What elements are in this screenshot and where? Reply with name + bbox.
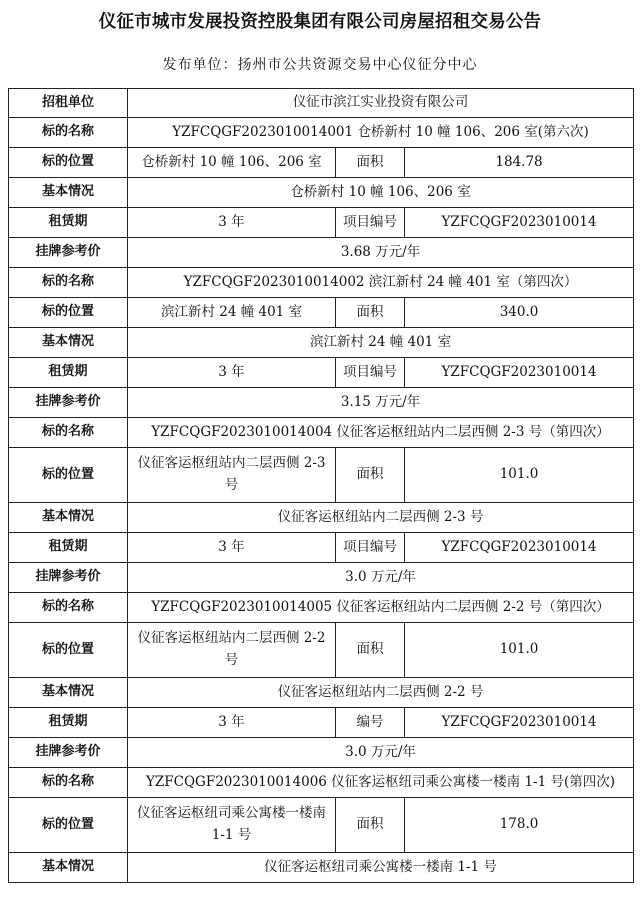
- term-label: 租赁期: [9, 533, 128, 563]
- item-location: 滨江新村 24 幢 401 室: [128, 298, 336, 328]
- item-project-no: YZFCQGF2023010014: [405, 708, 634, 738]
- item-name: YZFCQGF2023010014005 仪征客运枢纽站内二层西侧 2-2 号（第四次）: [128, 593, 634, 623]
- lessor-label: 招租单位: [9, 89, 128, 118]
- area-label: 面积: [336, 298, 405, 328]
- table-row: [9, 268, 634, 298]
- price-label: 挂牌参考价: [9, 563, 128, 593]
- table-row: [9, 328, 634, 358]
- table-row: [9, 503, 634, 533]
- item-project-no: YZFCQGF2023010014: [405, 208, 634, 238]
- table-row: [9, 148, 634, 178]
- item-area: 178.0: [405, 798, 634, 853]
- lessor-value: 仪征市滨江实业投资有限公司: [128, 89, 634, 118]
- location-label: 标的位置: [9, 148, 128, 178]
- item-project-no: YZFCQGF2023010014: [405, 358, 634, 388]
- publisher: 发布单位：扬州市公共资源交易中心仪征分中心: [162, 57, 478, 73]
- item-name: YZFCQGF2023010014006 仪征客运枢纽司乘公寓楼一楼南 1-1 号(第四次): [128, 768, 634, 798]
- item-location: 仓桥新村 10 幢 106、206 室: [128, 148, 336, 178]
- item-name: YZFCQGF2023010014002 滨江新村 24 幢 401 室（第四次）: [128, 268, 634, 298]
- name-label: 标的名称: [9, 418, 128, 448]
- table-row: [9, 768, 634, 798]
- item-basic: 仪征客运枢纽站内二层西侧 2-2 号: [128, 678, 634, 708]
- item-area: 184.78: [405, 148, 634, 178]
- item-location: 仪征客运枢纽站内二层西侧 2-3 号: [128, 448, 336, 503]
- project-no-label: 项目编号: [336, 533, 405, 563]
- item-price: 3.68 万元/年: [128, 238, 634, 268]
- basic-label: 基本情况: [9, 328, 128, 358]
- price-label: 挂牌参考价: [9, 238, 128, 268]
- project-no-label: 项目编号: [336, 208, 405, 238]
- term-label: 租赁期: [9, 358, 128, 388]
- table-row: [9, 533, 634, 563]
- lessor-row: [9, 89, 634, 118]
- item-price: 3.0 万元/年: [128, 738, 634, 768]
- name-label: 标的名称: [9, 118, 128, 148]
- area-label: 面积: [336, 798, 405, 853]
- location-label: 标的位置: [9, 448, 128, 503]
- item-location: 仪征客运枢纽站内二层西侧 2-2 号: [128, 623, 336, 678]
- table-row: [9, 678, 634, 708]
- location-label: 标的位置: [9, 798, 128, 853]
- table-row: [9, 388, 634, 418]
- basic-label: 基本情况: [9, 503, 128, 533]
- table-row: [9, 178, 634, 208]
- table-row: [9, 623, 634, 678]
- name-label: 标的名称: [9, 268, 128, 298]
- table-row: [9, 358, 634, 388]
- area-label: 面积: [336, 448, 405, 503]
- item-price: 3.15 万元/年: [128, 388, 634, 418]
- item-name: YZFCQGF2023010014004 仪征客运枢纽站内二层西侧 2-3 号（第四次）: [128, 418, 634, 448]
- term-label: 租赁期: [9, 708, 128, 738]
- item-area: 101.0: [405, 623, 634, 678]
- basic-label: 基本情况: [9, 853, 128, 883]
- area-label: 面积: [336, 623, 405, 678]
- table-row: [9, 708, 634, 738]
- item-area: 340.0: [405, 298, 634, 328]
- item-location: 仪征客运枢纽司乘公寓楼一楼南 1-1 号: [128, 798, 336, 853]
- table-row: [9, 593, 634, 623]
- table-row: [9, 418, 634, 448]
- table-row: [9, 563, 634, 593]
- item-basic: 仓桥新村 10 幢 106、206 室: [128, 178, 634, 208]
- term-label: 租赁期: [9, 208, 128, 238]
- item-basic: 滨江新村 24 幢 401 室: [128, 328, 634, 358]
- table-row: [9, 118, 634, 148]
- name-label: 标的名称: [9, 768, 128, 798]
- table-row: [9, 448, 634, 503]
- item-name: YZFCQGF2023010014001 仓桥新村 10 幢 106、206 室(第六次): [128, 118, 634, 148]
- table-row: [9, 853, 634, 883]
- price-label: 挂牌参考价: [9, 738, 128, 768]
- location-label: 标的位置: [9, 623, 128, 678]
- table-row: [9, 208, 634, 238]
- item-term: 3 年: [128, 358, 336, 388]
- table-row: [9, 738, 634, 768]
- item-term: 3 年: [128, 708, 336, 738]
- area-label: 面积: [336, 148, 405, 178]
- item-term: 3 年: [128, 208, 336, 238]
- item-project-no: YZFCQGF2023010014: [405, 533, 634, 563]
- item-term: 3 年: [128, 533, 336, 563]
- item-basic: 仪征客运枢纽站内二层西侧 2-3 号: [128, 503, 634, 533]
- item-price: 3.0 万元/年: [128, 563, 634, 593]
- basic-label: 基本情况: [9, 678, 128, 708]
- item-basic: 仪征客运枢纽司乘公寓楼一楼南 1-1 号: [128, 853, 634, 883]
- table-row: [9, 798, 634, 853]
- basic-label: 基本情况: [9, 178, 128, 208]
- table-row: [9, 298, 634, 328]
- page-title: 仪征市城市发展投资控股集团有限公司房屋招租交易公告: [98, 12, 542, 32]
- name-label: 标的名称: [9, 593, 128, 623]
- location-label: 标的位置: [9, 298, 128, 328]
- table-row: [9, 238, 634, 268]
- item-area: 101.0: [405, 448, 634, 503]
- price-label: 挂牌参考价: [9, 388, 128, 418]
- code-label: 编号: [336, 708, 405, 738]
- listing-table: [8, 88, 634, 883]
- project-no-label: 项目编号: [336, 358, 405, 388]
